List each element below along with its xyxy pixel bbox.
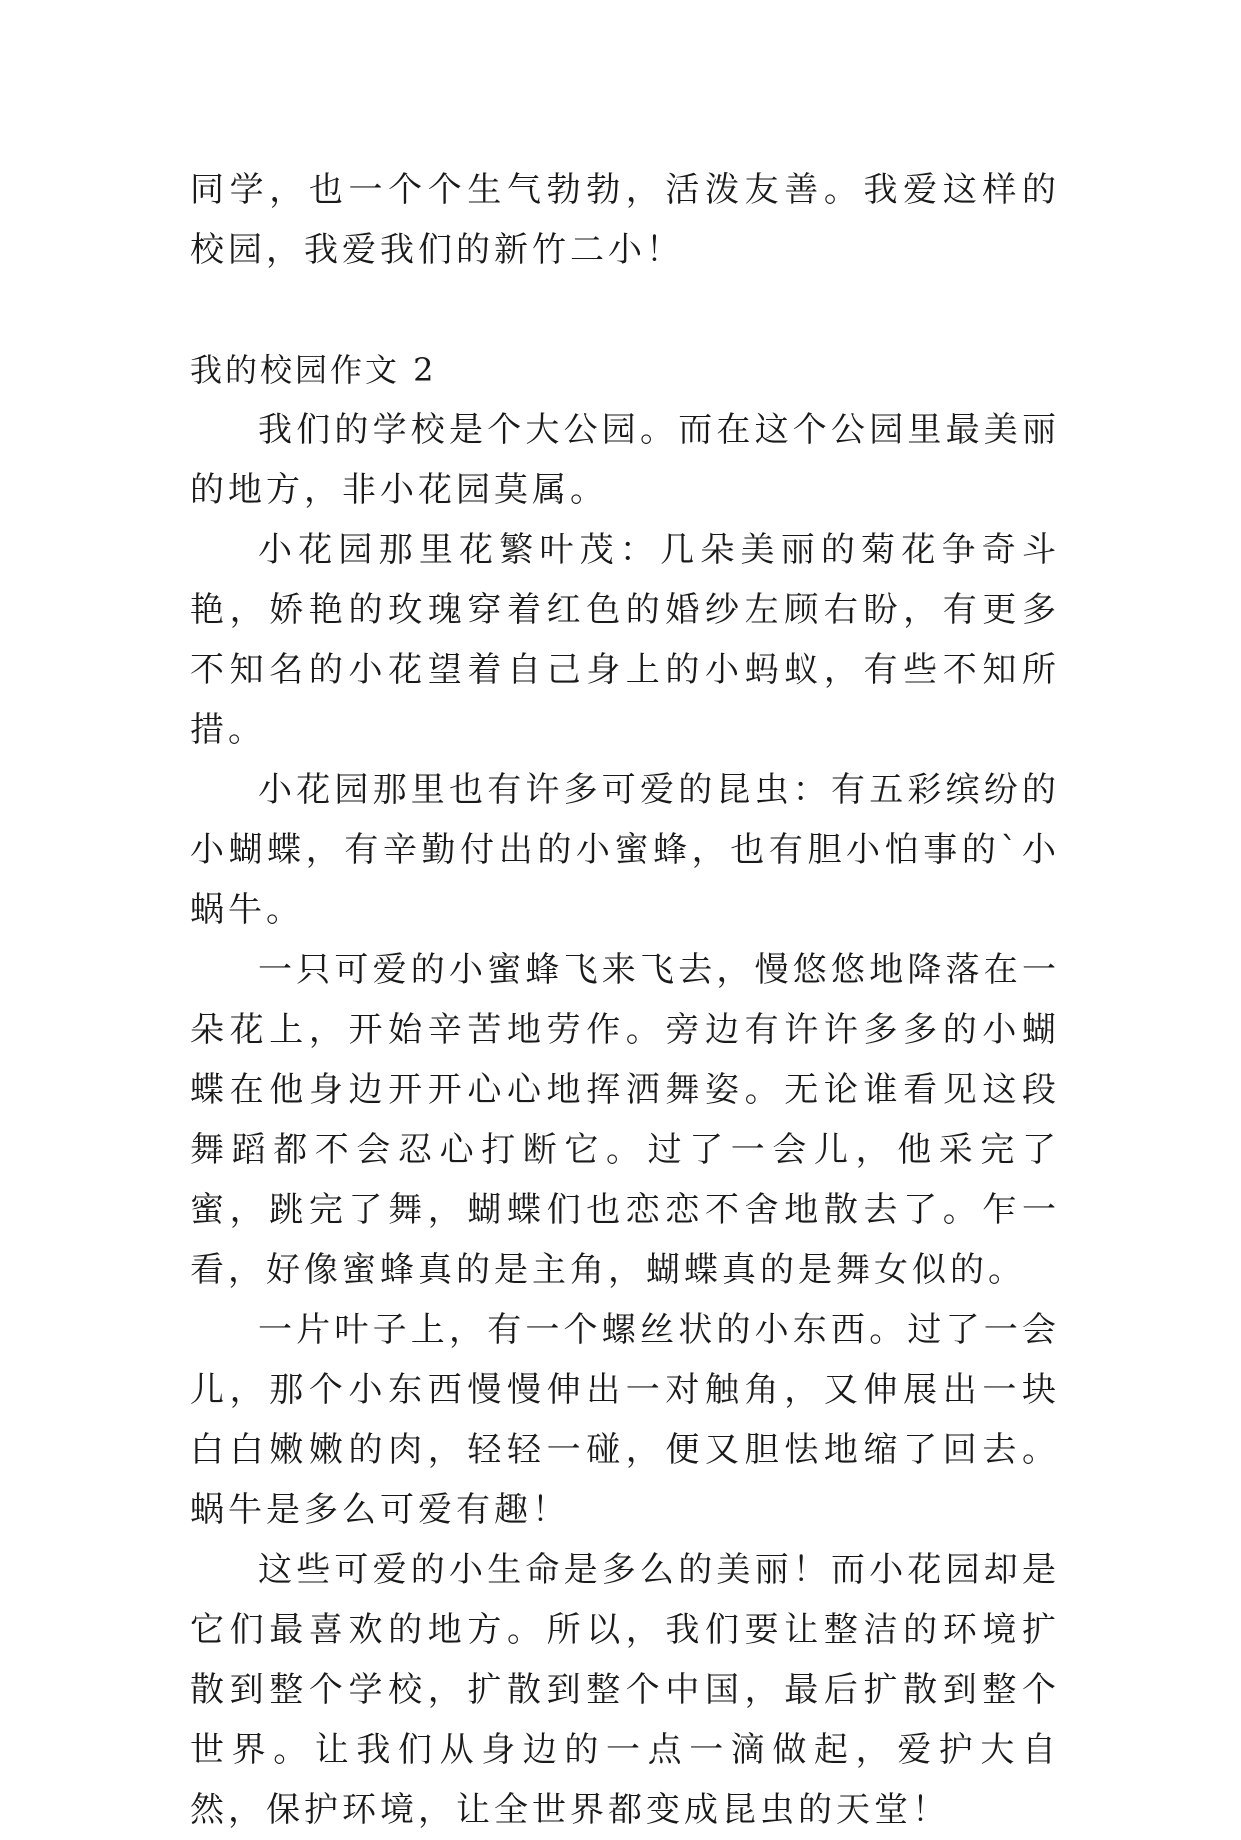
- paragraph-1: 我们的学校是个大公园。而在这个公园里最美丽的地方，非小花园莫属。: [190, 410, 1060, 510]
- paragraph-3: 小花园那里也有许多可爱的昆虫：有五彩缤纷的小蝴蝶，有辛勤付出的小蜜蜂，也有胆小怕事的`小蜗牛。: [190, 770, 1060, 930]
- document-body: [190, 160, 1060, 1840]
- paragraph-gap: [190, 280, 1060, 340]
- paragraph-2: 小花园那里花繁叶茂：几朵美丽的菊花争奇斗艳，娇艳的玫瑰穿着红色的婚纱左顾右盼，有更多不知名的小花望着自己身上的小蚂蚁，有些不知所措。: [190, 530, 1060, 750]
- paragraph-4: 一只可爱的小蜜蜂飞来飞去，慢悠悠地降落在一朵花上，开始辛苦地劳作。旁边有许许多多的小蝴蝶在他身边开开心心地挥洒舞姿。无论谁看见这段舞蹈都不会忍心打断它。过了一会儿，他采完了蜜，跳完了舞，蝴蝶们也恋恋不舍地散去了。乍一看，好像蜜蜂真的是主角，蝴蝶真的是舞女似的。: [190, 950, 1060, 1290]
- continuation-paragraph: 同学，也一个个生气勃勃，活泼友善。我爱这样的校园，我爱我们的新竹二小！: [190, 170, 1060, 270]
- section-title: 我的校园作文 2: [190, 351, 437, 389]
- paragraph-6: 这些可爱的小生命是多么的美丽！而小花园却是它们最喜欢的地方。所以，我们要让整洁的环境扩散到整个学校，扩散到整个中国，最后扩散到整个世界。让我们从身边的一点一滴做起，爱护大自然，保护环境，让全世界都变成昆虫的天堂！: [190, 1550, 1060, 1830]
- paragraph-5: 一片叶子上，有一个螺丝状的小东西。过了一会儿，那个小东西慢慢伸出一对触角，又伸展出一块白白嫩嫩的肉，轻轻一碰，便又胆怯地缩了回去。蜗牛是多么可爱有趣！: [190, 1310, 1060, 1530]
